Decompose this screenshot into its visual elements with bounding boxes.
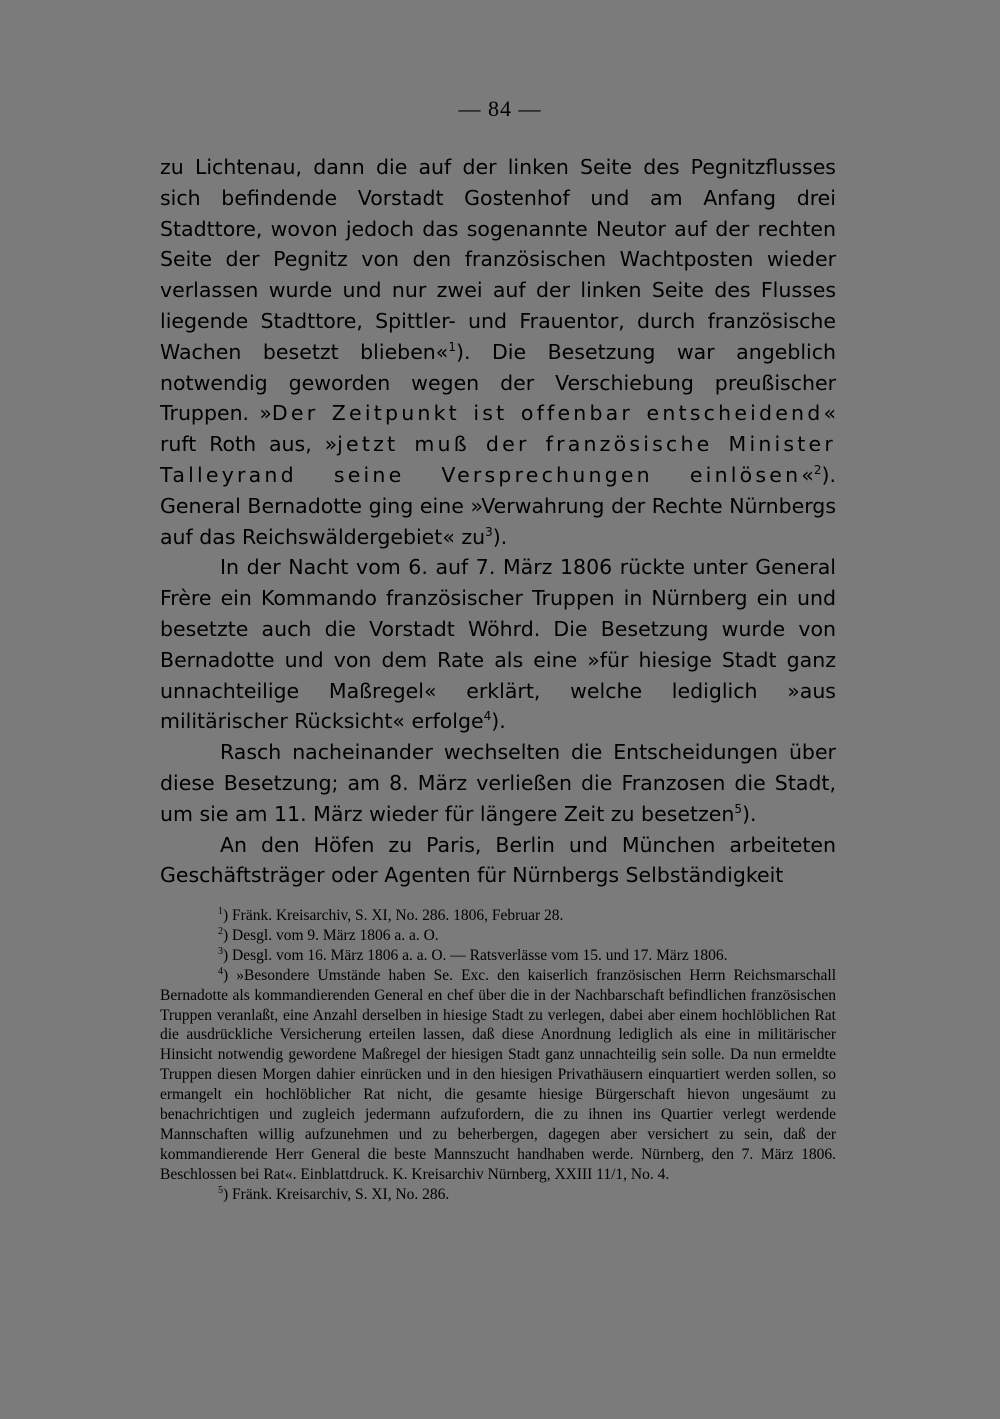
paragraph-1 [160,152,836,552]
footnote-number: 3 [218,945,223,957]
emphasized-quote: jetzt muß der französische Minister Talleyrand seine Versprechungen einlösen [160,432,836,487]
footnote-text: ) Fränk. Kreisarchiv, S. XI, No. 286. [223,1185,450,1203]
paragraph-4: An den Höfen zu Paris, Berlin und München arbeiteten Geschäftsträger oder Agenten für Nürnbergs Selbständigkeit [160,832,836,888]
footnote-2 [160,926,836,946]
page-number: — 84 — [458,96,542,121]
footnote-ref-4: 4 [483,709,492,724]
footnote-ref-1: 1 [448,339,456,354]
text-run: ). General Bernadotte ging eine »Verwahrung der Rechte Nürnbergs auf das Reichswäldergebiet« zu [160,462,836,549]
paragraph-2 [160,552,836,737]
footnote-number: 5 [218,1184,223,1196]
text-run: ). [492,524,508,549]
text-run: ). [491,709,506,734]
text-run: ). [742,801,757,826]
footnote-1 [160,906,836,926]
text-run: Rasch nacheinander wechselten die Entscheidungen über diese Besetzung; am 8. März verließen die Franzosen die Stadt, um sie am 11. März wieder für längere Zeit zu besetzen [160,740,836,826]
footnote-3 [160,946,836,966]
emphasized-quote: Der Zeitpunkt ist offenbar entscheidend [271,401,824,426]
footnote-number: 1 [218,905,223,917]
text-run: « ruft Roth aus, » [160,401,837,457]
footnote-5 [160,1185,836,1205]
footnote-text: ) Desgl. vom 16. März 1806 a. a. O. — Ratsverlässe vom 15. und 17. März 1806. [223,946,728,964]
footnote-ref-5: 5 [734,801,743,816]
footnote-4 [160,966,836,1185]
footnote-text: ) Fränk. Kreisarchiv, S. XI, No. 286. 1806, Februar 28. [223,907,564,924]
text-run: « [801,462,814,487]
footnote-number: 4 [218,965,223,977]
paragraph-3 [160,737,836,829]
body-text [160,152,836,891]
text-run: ). Die Besetzung war angeblich notwendig geworden wegen der Verschiebung preußischer Truppen. » [160,339,836,426]
footnote-ref-2: 2 [813,463,822,478]
text-run: In der Nacht vom 6. auf 7. März 1806 rückte unter General Frère ein Kommando französischer Truppen in Nürnberg ein und besetzte auch die Vorstadt Wöhrd. Die Besetzung wurde von Bernadotte und von dem Rate als eine »für hiesige Stadt ganz unnachteilige Maßregel« erklärt, welche lediglich »aus militärischer Rücksicht« erfolge [160,555,836,734]
text-run: zu Lichtenau, dann die auf der linken Seite des Pegnitzflusses sich befindende Vorstadt Gostenhof und am Anfang drei Stadttore, wovon jedoch das sogenannte Neutor auf der rechten Seite der Pegnitz von den französischen Wachtposten wieder verlassen wurde und nur zwei auf der linken Seite des Flusses liegende Stadttore, Spittler- und Frauentor, durch französische Wachen besetzt blieben« [160,155,836,364]
footnote-number: 2 [218,925,223,937]
footnote-text: ) »Besondere Umstände haben Se. Exc. den kaiserlich französischen Herrn Reichsmarschall Bernadotte als kommandierenden General en chef über die in der Nachbarschaft befindlichen französischen Truppen veranlaßt, eine Anzahl derselben in hiesige Stadt zu verlegen, dabei aber einem hochlöblichen Rat die ausdrückliche Versicherung erteilen lassen, daß diese Anordnung lediglich als eine in militärischer Hinsicht notwendig gewordene Maßregel der hiesigen Stadt ganz unnachteilig sein solle. Da nun ermeldte Truppen diesen Morgen dahier einrücken und in den hiesigen Privathäusern einquartiert werden sollen, so ermangelt ein hochlöblicher Rat nicht, die gesamte hiesige Bürgerschaft hievon ungesäumt zu benachrichtigen und zugleich jedermann aufzufordern, die zu ihnen ins Quartier verlegt werdende Mannschaften willig aufzunehmen und zu beherbergen, dagegen aber versichert zu sein, daß der kommandierende Herr General die beste Mannszucht handhaben werde. Nürnberg, den 7. März 1806. Beschlossen bei Rat«. Einblattdruck. K. Kreisarchiv Nürnberg, XXIII 11/1, No. 4. [160,966,836,1183]
footnote-ref-3: 3 [485,524,493,539]
footnotes [160,906,836,1205]
footnote-text: ) Desgl. vom 9. März 1806 a. a. O. [223,926,439,944]
